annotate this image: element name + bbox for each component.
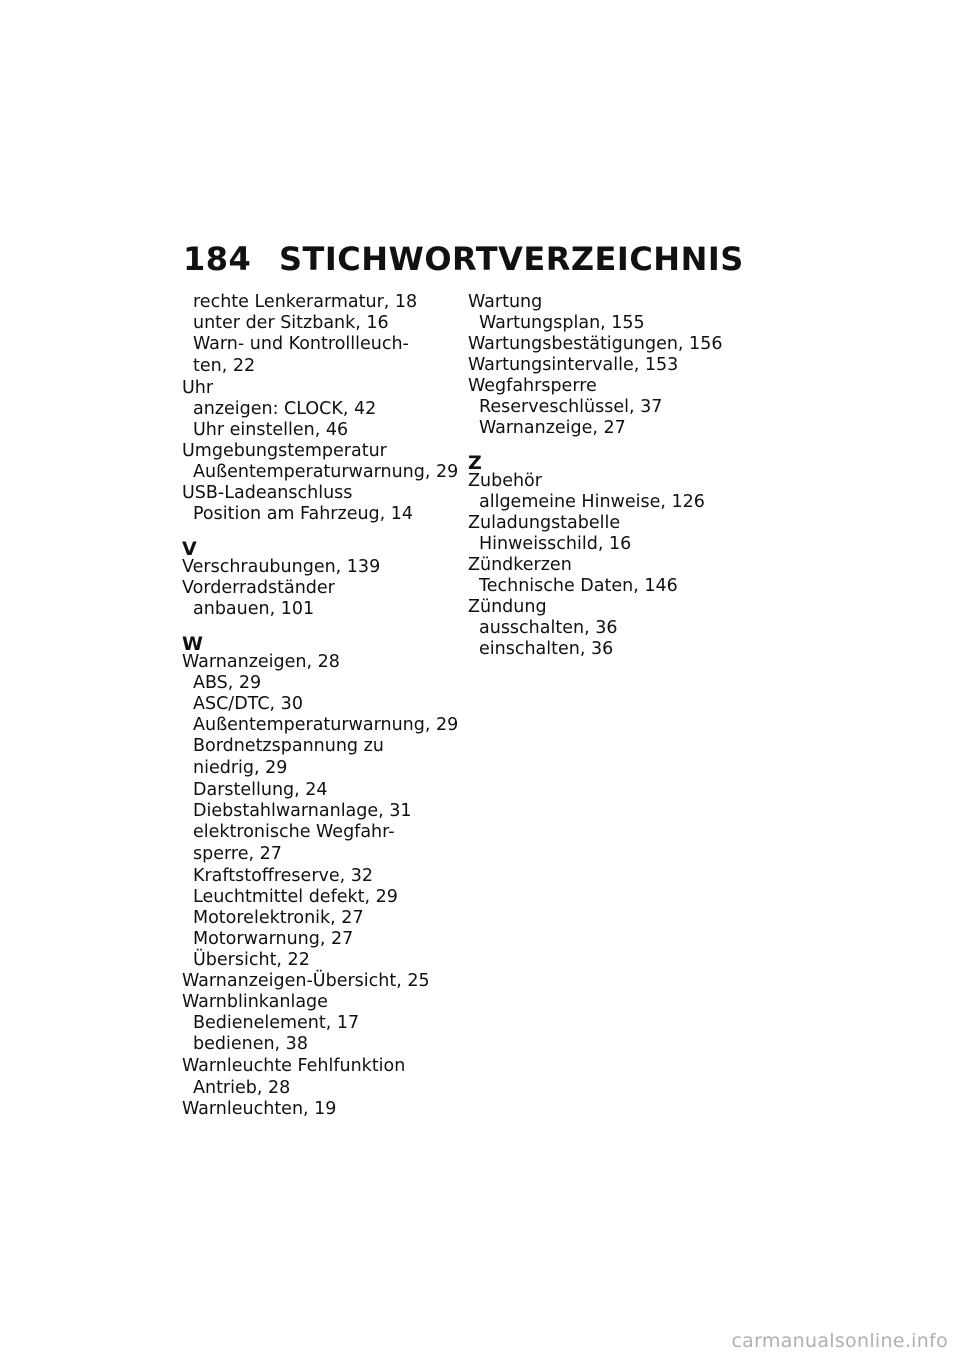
index-subentry: Warnanzeige, 27 — [479, 418, 626, 438]
index-entry: Wartungsintervalle, 153 — [468, 355, 679, 375]
index-letter-heading: Z — [468, 452, 482, 474]
page-title: STICHWORTVERZEICHNIS — [279, 240, 744, 278]
page-header — [183, 240, 744, 278]
index-subentry: Technische Daten, 146 — [479, 576, 678, 596]
index-subentry: Diebstahlwarnanlage, 31 — [193, 801, 412, 821]
index-subentry: Außentemperaturwarnung, 29 — [193, 715, 459, 735]
index-subentry: Uhr einstellen, 46 — [193, 420, 349, 440]
index-entry: Zündkerzen — [468, 555, 572, 575]
index-entry: Zuladungstabelle — [468, 513, 621, 533]
index-subentry: Übersicht, 22 — [193, 950, 310, 970]
index-entry: Vorderradständer — [182, 578, 335, 598]
index-subentry: Darstellung, 24 — [193, 780, 328, 800]
index-subentry: anbauen, 101 — [193, 599, 315, 619]
index-entry: Verschraubungen, 139 — [182, 557, 381, 577]
index-entry: Warnblinkanlage — [182, 992, 328, 1012]
index-subentry: Leuchtmittel defekt, 29 — [193, 887, 398, 907]
index-subentry: Bordnetzspannung zu — [193, 736, 384, 756]
index-subentry: ausschalten, 36 — [479, 618, 618, 638]
index-subentry: Hinweisschild, 16 — [479, 534, 632, 554]
index-subentry: Wartungsplan, 155 — [479, 313, 645, 333]
index-entry: Zubehör — [468, 471, 542, 491]
index-subentry: sperre, 27 — [193, 844, 282, 864]
index-entry: Warnleuchte Fehlfunktion — [182, 1056, 406, 1076]
index-letter-heading: V — [182, 538, 197, 560]
index-subentry: elektronische Wegfahr- — [193, 822, 395, 842]
index-subentry: ASC/DTC, 30 — [193, 694, 303, 714]
index-subentry: anzeigen: CLOCK, 42 — [193, 399, 377, 419]
index-entry: USB-Ladeanschluss — [182, 483, 353, 503]
index-entry: Wartungsbestätigungen, 156 — [468, 334, 723, 354]
index-entry: Wartung — [468, 292, 543, 312]
index-subentry: ten, 22 — [193, 356, 256, 376]
index-subentry: allgemeine Hinweise, 126 — [479, 492, 705, 512]
index-entry: Umgebungstemperatur — [182, 441, 387, 461]
index-column-left — [182, 292, 459, 1120]
index-subentry: Motorelektronik, 27 — [193, 908, 364, 928]
index-subentry: ABS, 29 — [193, 673, 262, 693]
watermark: carmanualsonline.info — [731, 1330, 948, 1352]
index-letter-heading: W — [182, 633, 203, 655]
index-entry: Warnanzeigen-Übersicht, 25 — [182, 971, 430, 991]
page-number: 184 — [183, 240, 252, 278]
index-entry: Uhr — [182, 378, 214, 398]
index-subentry: Warn- und Kontrollleuch- — [193, 334, 409, 354]
index-entry: Zündung — [468, 597, 547, 617]
index-subentry: niedrig, 29 — [193, 758, 288, 778]
index-subentry: Position am Fahrzeug, 14 — [193, 504, 414, 524]
index-entry: Wegfahrsperre — [468, 376, 597, 396]
index-column-right — [468, 292, 728, 660]
index-subentry: Antrieb, 28 — [193, 1078, 291, 1098]
index-subentry: bedienen, 38 — [193, 1034, 308, 1054]
index-subentry: Motorwarnung, 27 — [193, 929, 354, 949]
index-subentry: Bedienelement, 17 — [193, 1013, 360, 1033]
index-subentry: einschalten, 36 — [479, 639, 614, 659]
index-entry: Warnleuchten, 19 — [182, 1099, 337, 1119]
index-entry: Warnanzeigen, 28 — [182, 652, 340, 672]
index-subentry: rechte Lenkerarmatur, 18 — [193, 292, 418, 312]
index-subentry: unter der Sitzbank, 16 — [193, 313, 389, 333]
index-subentry: Kraftstoffreserve, 32 — [193, 866, 374, 886]
index-subentry: Reserveschlüssel, 37 — [479, 397, 663, 417]
index-subentry: Außentemperaturwarnung, 29 — [193, 462, 459, 482]
